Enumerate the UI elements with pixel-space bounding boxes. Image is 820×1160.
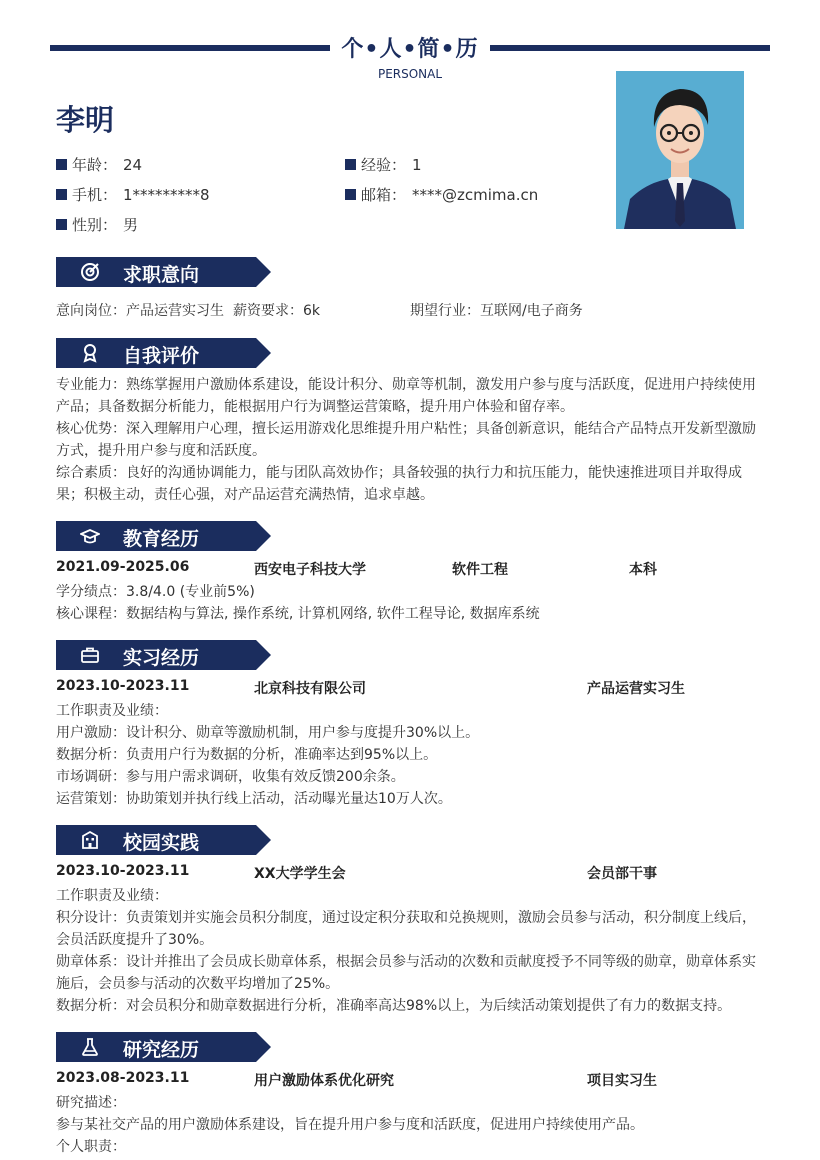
portrait-illustration: [616, 71, 744, 229]
building-icon: [80, 830, 100, 850]
info-email: [345, 184, 538, 205]
intent-salary: 薪资要求：6k: [233, 303, 321, 319]
campus-line: 积分设计：负责策划并实施会员积分制度，通过设定积分获取和兑换规则，激励会员参与活动，积分制度上线后，: [56, 910, 756, 926]
info-phone: [56, 184, 210, 205]
self-eval-line: 专业能力：熟练掌握用户激励体系建设，能设计积分、勋章等机制，激发用户参与度与活跃度，促进用户持续使用: [56, 377, 756, 393]
self-eval-line: 产品；具备数据分析能力，能根据用户行为调整运营策略，提升用户体验和留存率。: [56, 399, 574, 415]
candidate-name: 李明: [56, 103, 115, 137]
campus-date: 2023.10-2023.11: [56, 863, 190, 879]
campus-line: 施后，会员参与活动的次数平均增加了25%。: [56, 976, 340, 992]
education-date: 2021.09-2025.06: [56, 559, 190, 575]
bullet-square-icon: [56, 159, 67, 170]
campus-line: 工作职责及业绩：: [56, 888, 168, 904]
campus-line: 勋章体系：设计并推出了会员成长勋章体系，根据会员参与活动的次数和贡献度授予不同等级的勋章，勋章体系实: [56, 954, 756, 970]
gender-value: 男: [123, 216, 139, 234]
bullet-square-icon: [56, 189, 67, 200]
self-eval-line: 方式，提升用户参与度和活跃度。: [56, 443, 266, 459]
research-date: 2023.08-2023.11: [56, 1070, 190, 1086]
header-rule-right: [490, 45, 770, 51]
research-role: 项目实习生: [587, 1073, 657, 1089]
section-header-self-eval: [56, 338, 271, 368]
award-icon: [80, 343, 100, 363]
education-major: 软件工程: [452, 562, 508, 578]
header-rule-left: [50, 45, 330, 51]
section-title: 自我评价: [123, 345, 200, 367]
age-label: 年龄：: [72, 156, 118, 174]
research-project: 用户激励体系优化研究: [254, 1073, 394, 1089]
target-icon: [80, 262, 100, 282]
self-eval-line: 核心优势：深入理解用户心理，擅长运用游戏化思维提升用户粘性；具备创新意识，能结合产品特点开发新型激励: [56, 421, 756, 437]
briefcase-icon: [80, 645, 100, 665]
section-title: 校园实践: [123, 832, 200, 854]
email-label: 邮箱：: [361, 186, 407, 204]
research-line: 参与某社交产品的用户激励体系建设，旨在提升用户参与度和活跃度，促进用户持续使用产品。: [56, 1117, 644, 1133]
age-value: 24: [123, 156, 143, 174]
internship-line: 用户激励：设计积分、勋章等激励机制，用户参与度提升30%以上。: [56, 725, 480, 741]
internship-line: 数据分析：负责用户行为数据的分析，准确率达到95%以上。: [56, 747, 438, 763]
bullet-square-icon: [56, 219, 67, 230]
internship-line: 运营策划：协助策划并执行线上活动，活动曝光量达10万人次。: [56, 791, 452, 807]
document-subtitle: PERSONAL: [377, 67, 443, 81]
section-header-intent: [56, 257, 271, 287]
info-age: [56, 154, 142, 175]
education-courses: 核心课程：数据结构与算法, 操作系统, 计算机网络, 软件工程导论, 数据库系统: [56, 606, 540, 622]
profile-photo: [616, 71, 744, 229]
self-eval-line: 果；积极主动，责任心强，对产品运营充满热情，追求卓越。: [56, 487, 434, 503]
document-title: 个•人•简•历: [341, 37, 479, 62]
section-title: 研究经历: [123, 1039, 200, 1061]
section-title: 实习经历: [123, 647, 200, 669]
campus-line: 会员活跃度提升了30%。: [56, 932, 214, 948]
intent-position: 意向岗位：产品运营实习生: [56, 303, 224, 319]
phone-value: 1*********8: [123, 186, 210, 204]
education-school: 西安电子科技大学: [254, 562, 366, 578]
research-line: 个人职责：: [56, 1139, 126, 1155]
internship-role: 产品运营实习生: [587, 681, 685, 697]
info-gender: [56, 214, 138, 235]
section-header-research: [56, 1032, 271, 1062]
education-degree: 本科: [629, 562, 657, 578]
graduation-cap-icon: [80, 526, 100, 546]
research-line: 研究描述：: [56, 1095, 126, 1111]
intent-industry: 期望行业：互联网/电子商务: [410, 303, 583, 319]
internship-line: 市场调研：参与用户需求调研，收集有效反馈200余条。: [56, 769, 405, 785]
education-gpa: 学分绩点：3.8/4.0 (专业前5%): [56, 584, 255, 600]
internship-date: 2023.10-2023.11: [56, 678, 190, 694]
section-title: 教育经历: [123, 528, 200, 550]
self-eval-line: 综合素质：良好的沟通协调能力，能与团队高效协作；具备较强的执行力和抗压能力，能快速推进项目并取得成: [56, 465, 742, 481]
gender-label: 性别：: [72, 216, 118, 234]
campus-line: 数据分析：对会员积分和勋章数据进行分析，准确率高达98%以上，为后续活动策划提供了有力的数据支持。: [56, 998, 732, 1014]
bullet-square-icon: [345, 159, 356, 170]
phone-label: 手机：: [72, 186, 118, 204]
email-value: ****@zcmima.cn: [412, 186, 539, 204]
info-experience: [345, 154, 422, 175]
internship-company: 北京科技有限公司: [254, 681, 366, 697]
internship-line: 工作职责及业绩：: [56, 703, 168, 719]
section-header-education: [56, 521, 271, 551]
section-title: 求职意向: [123, 264, 200, 286]
campus-role: 会员部干事: [587, 866, 657, 882]
campus-org: XX大学学生会: [254, 866, 346, 882]
flask-icon: [80, 1037, 100, 1057]
experience-label: 经验：: [361, 156, 407, 174]
section-header-campus: [56, 825, 271, 855]
section-header-internship: [56, 640, 271, 670]
bullet-square-icon: [345, 189, 356, 200]
experience-value: 1: [412, 156, 422, 174]
